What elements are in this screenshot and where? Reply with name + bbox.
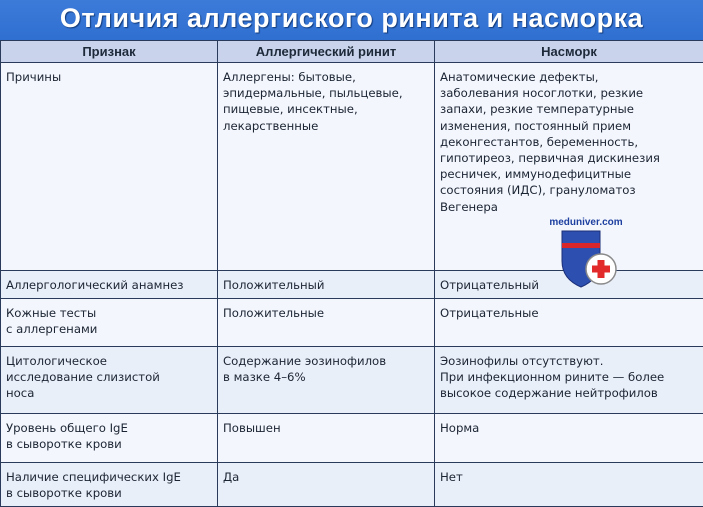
title-bar [0, 0, 703, 40]
feature-cell [1, 347, 218, 414]
allergic-rhinitis-cell [218, 463, 435, 507]
cell-text-line: Положительные [223, 305, 430, 321]
cell-text-line: Анатомические дефекты, [440, 69, 699, 85]
table-row [1, 299, 703, 347]
cell-text-line: Эозинофилы отсутствуют. [440, 353, 699, 369]
header-cold: Насморк [435, 41, 703, 63]
medical-cross-shield-icon [562, 231, 616, 287]
cell-text-line: Аллергены: бытовые, [223, 69, 430, 85]
cell-text-line: ресничек, иммунодефицитные [440, 166, 699, 182]
feature-cell [1, 271, 218, 299]
cell-text-line: Кожные тесты [6, 305, 213, 321]
cell-text-line: исследование слизистой [6, 369, 213, 385]
cell-text-line: Уровень общего IgE [6, 420, 213, 436]
table-header-row [1, 41, 703, 63]
cell-text-line: Цитологическое [6, 353, 213, 369]
logo-text: meduniver.com [549, 217, 622, 228]
table-row [1, 347, 703, 414]
cell-text-line: Причины [6, 69, 213, 85]
cell-text-line: запахи, резкие температурные [440, 101, 699, 117]
cell-text-line: пищевые, инсектные, [223, 101, 430, 117]
allergic-rhinitis-cell [218, 63, 435, 271]
feature-cell [1, 414, 218, 463]
cell-text-line: с аллергенами [6, 321, 213, 337]
allergic-rhinitis-cell [218, 299, 435, 347]
cell-text-line: Содержание эозинофилов [223, 353, 430, 369]
feature-cell [1, 63, 218, 271]
cell-text-line: Нет [440, 469, 699, 485]
cell-text-line: носа [6, 385, 213, 401]
cell-text-line: эпидермальные, пыльцевые, [223, 85, 430, 101]
cell-text-line: состояния (ИДС), грануломатоз [440, 182, 699, 198]
cell-text-line: гипотиреоз, первичная дискинезия [440, 150, 699, 166]
cell-text-line: деконгестантов, беременность, [440, 134, 699, 150]
cold-cell [435, 414, 703, 463]
cell-text-line: Повышен [223, 420, 430, 436]
feature-cell [1, 299, 218, 347]
cell-text-line: в сыворотке крови [6, 485, 213, 501]
cell-text-line: заболевания носоглотки, резкие [440, 85, 699, 101]
cell-text-line: изменения, постоянный прием [440, 118, 699, 134]
cell-text-line: При инфекционном рините — более [440, 369, 699, 385]
table-row [1, 414, 703, 463]
allergic-rhinitis-cell [218, 414, 435, 463]
cold-cell [435, 347, 703, 414]
header-allergic-rhinitis: Аллергический ринит [218, 41, 435, 63]
header-feature: Признак [1, 41, 218, 63]
cell-text-line: Наличие специфических IgE [6, 469, 213, 485]
cold-cell [435, 463, 703, 507]
meduniver-logo [540, 215, 632, 289]
allergic-rhinitis-cell [218, 271, 435, 299]
feature-cell [1, 463, 218, 507]
page-title: Отличия аллергиского ринита и насморка [0, 3, 703, 34]
cell-text-line: Положительный [223, 277, 430, 293]
table-row [1, 463, 703, 507]
cell-text-line: Отрицательные [440, 305, 699, 321]
cell-text-line: в сыворотке крови [6, 436, 213, 452]
cell-text-line: Норма [440, 420, 699, 436]
cell-text-line: Аллергологический анамнез [6, 277, 213, 293]
cell-text-line: Да [223, 469, 430, 485]
cell-text-line: лекарственные [223, 118, 430, 134]
allergic-rhinitis-cell [218, 347, 435, 414]
cold-cell [435, 299, 703, 347]
cell-text-line: высокое содержание нейтрофилов [440, 385, 699, 401]
cell-text-line: в мазке 4–6% [223, 369, 430, 385]
cell-text-line: Вегенера [440, 199, 699, 215]
cell-text-line: Отрицательный [440, 277, 699, 293]
